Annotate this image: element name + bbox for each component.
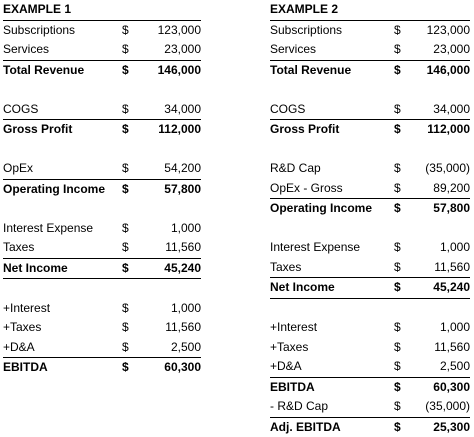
spacer-row [270,219,470,239]
row-label: Total Revenue [270,61,351,81]
table-row [3,21,201,41]
table-row [270,179,470,200]
row-label: Total Revenue [3,61,84,81]
row-amount: 25,300 [433,418,470,437]
spacer-row [3,80,201,100]
row-label: +D&A [3,338,35,358]
row-amount: 112,000 [427,120,470,140]
row-label: +Interest [270,318,317,338]
row-amount: 123,000 [158,21,201,41]
row-label: R&D Cap [270,159,321,179]
currency-symbol: $ [122,338,129,358]
currency-symbol: $ [122,21,129,41]
table-row [3,338,201,359]
spacer-row [270,140,470,160]
row-amount: 23,000 [433,40,470,60]
spacer-row [3,279,201,299]
table-row [270,159,470,179]
total-row [3,180,201,200]
row-label: EBITDA [270,378,315,398]
table-row [270,100,470,121]
currency-symbol: $ [394,278,401,298]
currency-symbol: $ [394,338,401,358]
row-amount: 146,000 [158,61,201,81]
row-label: Operating Income [270,199,372,219]
row-label: - R&D Cap [270,397,328,417]
table-row [270,397,470,418]
row-label: Gross Profit [270,120,339,140]
currency-symbol: $ [122,180,129,200]
currency-symbol: $ [122,318,129,338]
total-row [270,378,470,398]
row-label: Net Income [270,278,335,298]
currency-symbol: $ [122,238,129,258]
row-amount: (35,000) [425,159,470,179]
row-label: COGS [3,100,38,120]
table-row [3,40,201,61]
row-amount: 11,560 [434,338,470,358]
spacer-row [270,299,470,319]
currency-symbol: $ [394,199,401,219]
row-amount: 1,000 [171,299,201,319]
row-label: COGS [270,100,305,120]
total-row [270,418,470,437]
table-row [270,338,470,358]
table-row [3,100,201,121]
row-amount: 2,500 [171,338,201,358]
total-row [270,278,470,299]
currency-symbol: $ [122,159,129,179]
currency-symbol: $ [122,61,129,81]
currency-symbol: $ [122,40,129,60]
row-label: Operating Income [3,180,105,200]
currency-symbol: $ [394,61,401,81]
row-amount: 1,000 [440,238,470,258]
row-amount: 54,200 [164,159,201,179]
row-amount: 11,560 [165,318,201,338]
row-amount: 11,560 [434,258,470,278]
spacer-row [3,199,201,219]
row-amount: 1,000 [440,318,470,338]
currency-symbol: $ [394,397,401,417]
table-row [3,318,201,338]
row-label: +Taxes [270,338,308,358]
row-label: Subscriptions [3,21,75,41]
currency-symbol: $ [394,318,401,338]
currency-symbol: $ [122,358,129,378]
currency-symbol: $ [394,238,401,258]
row-amount: (35,000) [425,397,470,417]
example-1-title: EXAMPLE 1 [3,0,201,21]
currency-symbol: $ [394,179,401,199]
row-amount: 2,500 [440,357,470,377]
spacer-row [3,140,201,160]
table-row [270,21,470,41]
currency-symbol: $ [394,159,401,179]
row-amount: 146,000 [427,61,470,81]
row-amount: 123,000 [427,21,470,41]
row-amount: 45,240 [164,259,201,279]
currency-symbol: $ [122,219,129,239]
total-row [270,61,470,81]
currency-symbol: $ [122,299,129,319]
currency-symbol: $ [394,378,401,398]
row-amount: 34,000 [433,100,470,120]
row-label: Adj. EBITDA [270,418,341,437]
row-label: Taxes [270,258,301,278]
table-row [3,219,201,239]
row-amount: 34,000 [164,100,201,120]
row-label: Taxes [3,238,34,258]
currency-symbol: $ [394,40,401,60]
row-label: +Taxes [3,318,41,338]
total-row [3,358,201,378]
row-amount: 45,240 [433,278,470,298]
row-label: OpEx [3,159,33,179]
example-1-table [3,0,201,378]
example-2-title: EXAMPLE 2 [270,0,470,21]
row-label: Services [3,40,49,60]
table-row [270,357,470,378]
row-label: EBITDA [3,358,48,378]
row-amount: 11,560 [165,238,201,258]
table-row [3,159,201,180]
table-row [270,40,470,61]
table-row [3,238,201,259]
spacer-row [270,80,470,100]
row-amount: 23,000 [164,40,201,60]
row-amount: 112,000 [158,120,201,140]
table-row [270,238,470,258]
currency-symbol: $ [122,259,129,279]
currency-symbol: $ [394,418,401,437]
total-row [3,61,201,81]
row-amount: 60,300 [164,358,201,378]
currency-symbol: $ [394,21,401,41]
total-row [3,120,201,140]
row-label: Services [270,40,316,60]
currency-symbol: $ [122,100,129,120]
table-row [270,318,470,338]
row-label: Interest Expense [270,238,360,258]
currency-symbol: $ [394,100,401,120]
row-amount: 60,300 [433,378,470,398]
row-label: +Interest [3,299,50,319]
row-label: +D&A [270,357,302,377]
row-amount: 89,200 [433,179,470,199]
currency-symbol: $ [122,120,129,140]
currency-symbol: $ [394,258,401,278]
row-label: Gross Profit [3,120,72,140]
row-label: OpEx - Gross [270,179,343,199]
example-2-table [270,0,470,437]
currency-symbol: $ [394,357,401,377]
row-amount: 57,800 [164,180,201,200]
currency-symbol: $ [394,120,401,140]
total-row [270,199,470,219]
row-label: Net Income [3,259,68,279]
table-row [3,299,201,319]
total-row [3,259,201,280]
row-label: Subscriptions [270,21,342,41]
row-amount: 1,000 [171,219,201,239]
row-label: Interest Expense [3,219,93,239]
row-amount: 57,800 [433,199,470,219]
total-row [270,120,470,140]
table-row [270,258,470,279]
